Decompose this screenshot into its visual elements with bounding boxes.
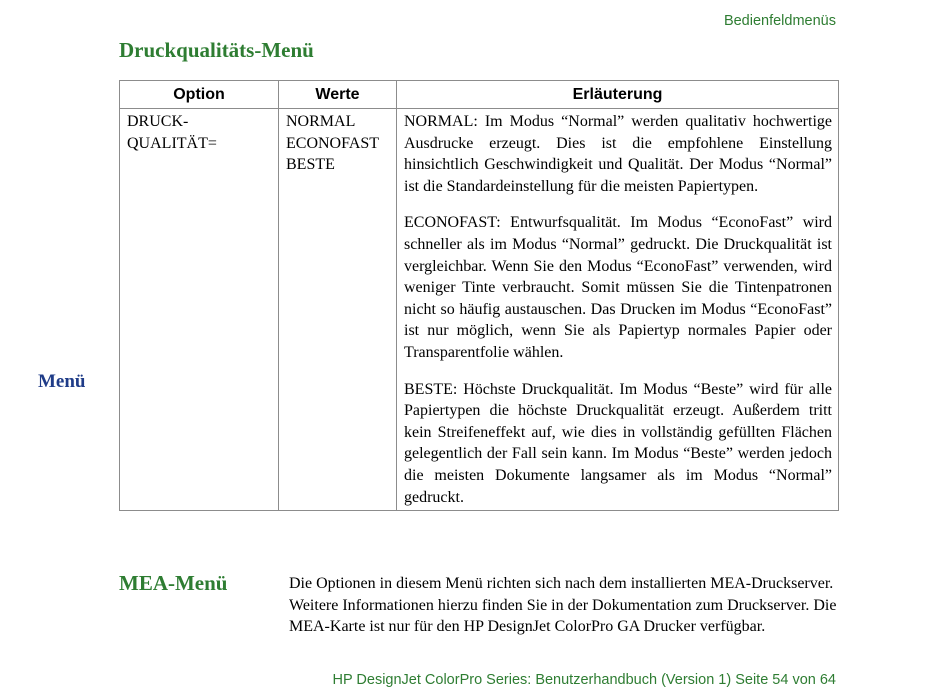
explanation-econofast: ECONOFAST: Entwurfsqualität. Im Modus “EconoFast” wird schneller als im Modus “Normal” gedruckt. Die Druckqualität ist vergleichbar. Wenn Sie den Modus “EconoFast” verwenden, wird weniger Tinte verbraucht. Somit müssen Sie die Tintenpatronen nicht so häufig austauschen. Das Drucken im Modus “EconoFast” ist nur möglich, wenn Sie als Papiertyp normales Papier oder Transparentfolie wählen. xyxy=(404,214,832,361)
table-row xyxy=(120,109,839,511)
option-name-line: DRUCK- xyxy=(127,113,189,130)
option-name-line: QUALITÄT= xyxy=(127,134,217,152)
running-header: Bedienfeldmenüs xyxy=(723,13,836,29)
explanation-cell xyxy=(397,109,839,511)
explanation-beste: BESTE: Höchste Druckqualität. Im Modus “Beste” wird für alle Papiertypen die höchste Druckqualität erzeugt. Außerdem tritt kein Streifeneffekt auf, wie dies in vollständig gefüllten Flächen gelegentlich der Fall sein kann. Im Modus “Beste” werden jedoch die meisten Dokumente langsamer als im Modus “Normal” gedruckt. xyxy=(404,380,832,506)
explanation-normal: NORMAL: Im Modus “Normal” werden qualitativ hochwertige Ausdrucke erzeugt. Dies ist die empfohlene Einstellung hinsichtlich Geschwindigkeit und Qualität. Der Modus “Normal” ist die Standardeinstellung für die meisten Papiertypen. xyxy=(404,113,832,195)
mea-section-title: MEA-Menü xyxy=(119,571,228,595)
value-item: NORMAL xyxy=(286,113,356,130)
section-title: Druckqualitäts-Menü xyxy=(119,38,314,62)
value-item: ECONOFAST xyxy=(286,134,380,152)
column-header-explanation: Erläuterung xyxy=(397,81,839,109)
mea-description: Die Optionen in diesem Menü richten sich nach dem installierten MEA-Druckserver. Weitere Informationen hierzu finden Sie in der Dokumentation zum Druckserver. Die MEA-Karte ist nur für den HP DesignJet ColorPro GA Drucker verfügbar. xyxy=(289,575,837,636)
table-header-row xyxy=(120,81,839,109)
options-table xyxy=(119,80,839,511)
value-item: BESTE xyxy=(286,156,335,174)
side-label: Menü xyxy=(38,371,86,392)
page-footer: HP DesignJet ColorPro Series: Benutzerhandbuch (Version 1) Seite 54 von 64 xyxy=(332,672,836,688)
column-header-option: Option xyxy=(120,81,279,109)
option-cell xyxy=(120,109,279,511)
column-header-values: Werte xyxy=(279,81,397,109)
values-cell xyxy=(279,109,397,511)
